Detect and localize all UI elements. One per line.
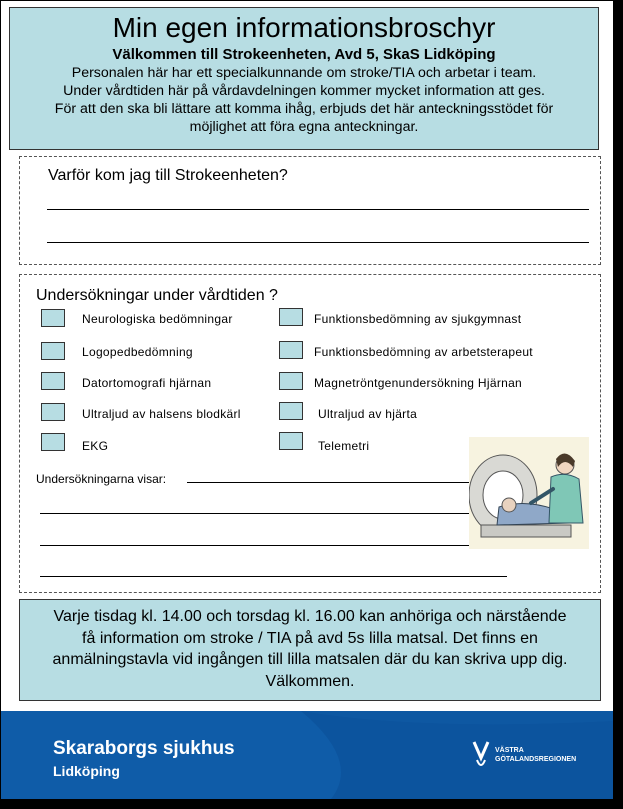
mri-scan-illustration [469, 437, 589, 549]
reason-question: Varför kom jag till Strokeenheten? [48, 167, 288, 184]
results-line[interactable] [40, 545, 469, 546]
checkbox-label: Funktionsbedömning av sjukgymnast [314, 312, 522, 326]
notice-line: anmälningstavla vid ingången till lilla matsalen där du kan skriva upp dig. [52, 651, 568, 668]
results-line[interactable] [40, 513, 469, 514]
region-name [495, 746, 576, 764]
relatives-info-panel [19, 599, 601, 701]
reason-section [19, 156, 601, 265]
checkbox-label: Ultraljud av hjärta [318, 407, 418, 421]
checkbox-neurologiska[interactable] [41, 309, 65, 327]
results-line[interactable] [187, 482, 469, 483]
footer-banner [1, 711, 613, 799]
checkbox-magnetrontgen[interactable] [279, 372, 303, 390]
results-line[interactable] [40, 576, 507, 577]
brochure-page [1, 1, 613, 799]
checkbox-label: EKG [82, 439, 109, 453]
intro-line: För att den ska bli lättare att komma ihåg, erbjuds det här anteckningsstödet för [54, 101, 554, 117]
hospital-location: Lidköping [53, 763, 120, 779]
intro-text [10, 64, 598, 136]
examinations-heading: Undersökningar under vårdtiden ? [36, 287, 278, 304]
region-line: GÖTALANDSREGIONEN [495, 756, 577, 763]
checkbox-ultraljud-halsens[interactable] [41, 403, 65, 421]
checkbox-ekg[interactable] [41, 433, 65, 451]
region-logo [471, 740, 577, 775]
checkbox-arbetsterapeut[interactable] [279, 341, 303, 359]
checkbox-logoped[interactable] [41, 342, 65, 360]
answer-line[interactable] [47, 242, 589, 243]
checkbox-label: Logopedbedömning [82, 345, 193, 359]
welcome-subtitle: Välkommen till Strokeenheten, Avd 5, SkaS Lidköping [112, 46, 496, 63]
brochure-title: Min egen informationsbroschyr [112, 12, 496, 43]
region-line: VÄSTRA [495, 747, 524, 754]
intro-line: Personalen här har ett specialkunnande om stroke/TIA och arbetar i team. [71, 65, 537, 81]
hospital-name: Skaraborgs sjukhus [53, 738, 235, 759]
checkbox-datortomografi[interactable] [41, 372, 65, 390]
region-logo-icon [471, 740, 491, 770]
examinations-section [19, 274, 601, 593]
checkbox-label: Magnetröntgenundersökning Hjärnan [314, 376, 523, 390]
checkbox-sjukgymnast[interactable] [279, 308, 303, 326]
checkbox-label: Datortomografi hjärnan [82, 376, 212, 390]
header-panel [9, 7, 599, 150]
notice-line: Välkommen. [265, 672, 355, 690]
answer-line[interactable] [47, 209, 589, 210]
checkbox-telemetri[interactable] [279, 432, 303, 450]
intro-line: möjlighet att föra egna anteckningar. [189, 119, 419, 135]
checkbox-ultraljud-hjarta[interactable] [279, 402, 303, 420]
notice-line: få information om stroke / TIA på avd 5s lilla matsal. Det finns en [82, 629, 538, 647]
notice-line: Varje tisdag kl. 14.00 och torsdag kl. 16.00 kan anhöriga och närstående [53, 608, 567, 625]
results-label: Undersökningarna visar: [36, 472, 167, 486]
checkbox-label: Neurologiska bedömningar [82, 312, 233, 326]
intro-line: Under vårdtiden här på vårdavdelningen kommer mycket information att ges. [63, 83, 545, 99]
checkbox-label: Telemetri [318, 439, 370, 453]
checkbox-label: Funktionsbedömning av arbetsterapeut [314, 345, 533, 359]
checkbox-label: Ultraljud av halsens blodkärl [82, 407, 241, 421]
